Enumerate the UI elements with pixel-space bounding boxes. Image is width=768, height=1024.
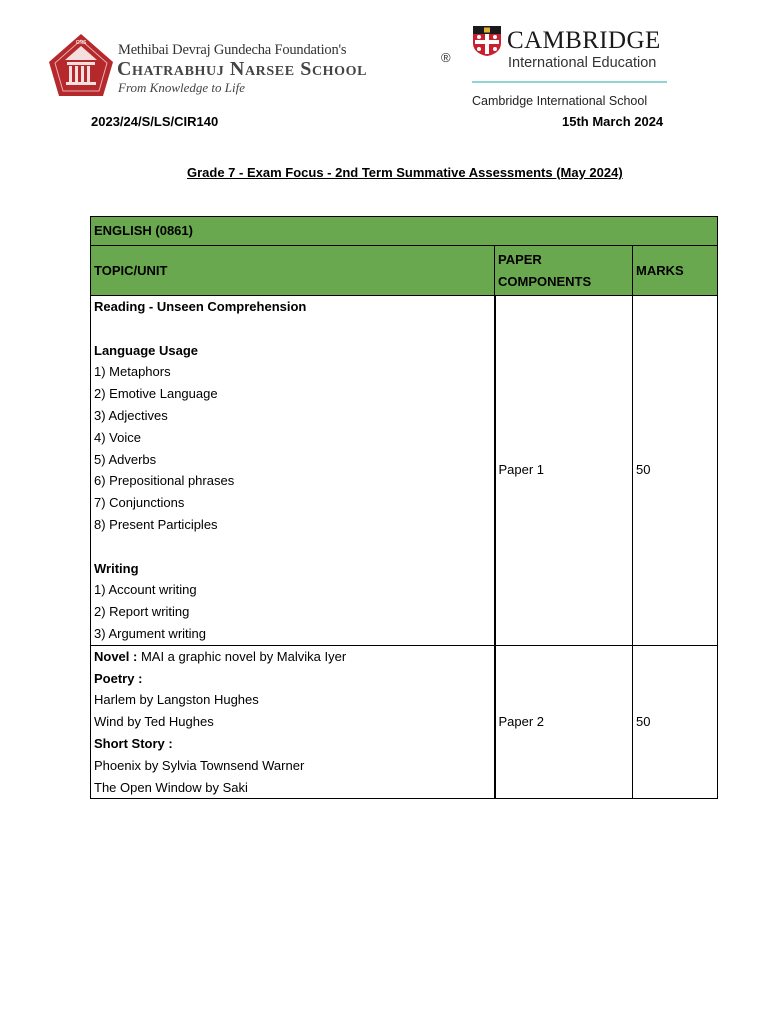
paper2-topics — [91, 645, 495, 799]
subject-heading: ENGLISH (0861) — [91, 217, 718, 246]
short-story-label: Short Story : — [94, 735, 173, 751]
school-logo — [47, 32, 115, 98]
novel-label: Novel : — [94, 648, 138, 664]
cambridge-subtitle: International Education — [508, 55, 657, 71]
novel-text: MAI a graphic novel by Malvika Iyer — [137, 648, 347, 664]
document-title: Grade 7 - Exam Focus - 2nd Term Summative Assessments (May 2024) — [187, 165, 623, 180]
school-name: Chatrabhuj Narsee School — [117, 58, 368, 80]
writing-heading: Writing — [94, 560, 139, 576]
cambridge-divider — [472, 81, 667, 83]
circular-date: 15th March 2024 — [562, 114, 664, 129]
poetry-label: Poetry : — [94, 670, 143, 686]
cambridge-title: CAMBRIDGE — [507, 27, 661, 54]
list-item: The Open Window by Saki — [94, 779, 248, 795]
list-item: 2) Emotive Language — [94, 386, 218, 402]
table-row — [91, 296, 718, 646]
registered-mark: ® — [441, 50, 451, 65]
novel-line — [94, 646, 491, 668]
paper2-marks: 50 — [633, 645, 718, 799]
cambridge-crest-icon — [472, 25, 502, 57]
paper1-topics — [91, 296, 495, 646]
list-item: 1) Metaphors — [94, 364, 171, 380]
paper2-component: Paper 2 — [495, 645, 633, 799]
paper-header — [495, 246, 633, 296]
marks-header: MARKS — [633, 246, 718, 296]
list-item: 7) Conjunctions — [94, 495, 185, 511]
spacer — [94, 318, 491, 340]
logo-caption: CNS — [75, 40, 87, 46]
list-item: Wind by Ted Hughes — [94, 714, 214, 730]
exam-focus-table — [90, 216, 718, 799]
school-tagline: From Knowledge to Life — [118, 80, 245, 95]
list-item: Harlem by Langston Hughes — [94, 692, 259, 708]
list-item: 4) Voice — [94, 429, 141, 445]
topic-header: TOPIC/UNIT — [91, 246, 495, 296]
list-item: 6) Prepositional phrases — [94, 473, 235, 489]
table-row — [91, 645, 718, 799]
cambridge-school-label: Cambridge International School — [472, 94, 648, 108]
paper-header-line2: COMPONENTS — [498, 273, 592, 289]
column-header-row — [91, 246, 718, 296]
language-heading: Language Usage — [94, 342, 199, 358]
list-item: 1) Account writing — [94, 582, 197, 598]
paper1-marks: 50 — [633, 296, 718, 646]
reading-topic: Reading - Unseen Comprehension — [94, 299, 307, 314]
list-item: 2) Report writing — [94, 604, 190, 620]
list-item: 3) Adjectives — [94, 407, 168, 423]
subject-row — [91, 217, 718, 246]
circular-reference: 2023/24/S/LS/CIR140 — [91, 114, 219, 129]
list-item: 3) Argument writing — [94, 625, 206, 641]
paper-header-line1: PAPER — [498, 251, 542, 267]
paper1-component: Paper 1 — [495, 296, 633, 646]
foundation-name: Methibai Devraj Gundecha Foundation's — [118, 42, 347, 58]
list-item: 5) Adverbs — [94, 451, 157, 467]
list-item: Phoenix by Sylvia Townsend Warner — [94, 757, 305, 773]
spacer — [94, 536, 491, 558]
list-item: 8) Present Participles — [94, 516, 218, 532]
